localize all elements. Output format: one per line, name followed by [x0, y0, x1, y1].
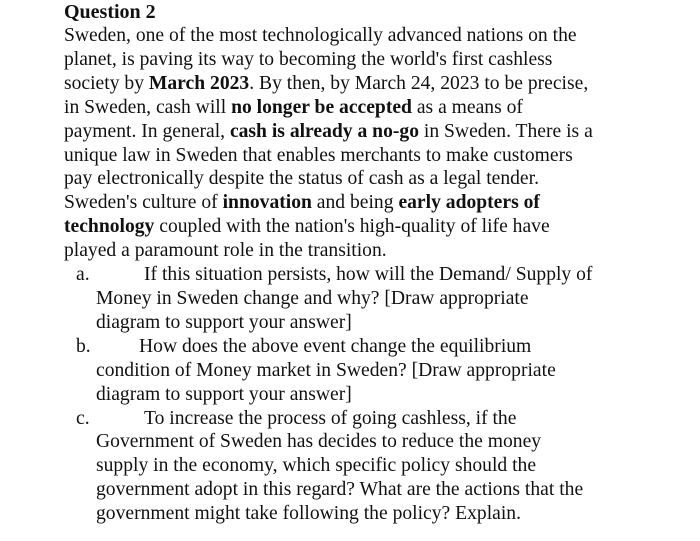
intro-line: played a paramount role in the transition.	[64, 240, 387, 262]
intro-line: planet, is paving its way to becoming the world's first cashless	[64, 48, 553, 70]
sub-question-line: diagram to support your answer]	[96, 311, 352, 333]
intro-line	[64, 72, 694, 96]
sub-question-line: Money in Sweden change and why? [Draw appropriate	[96, 287, 529, 309]
intro-text: as a means of	[411, 96, 523, 118]
intro-line: unique law in Sweden that enables merchants to make customers	[64, 144, 573, 166]
intro-text: in Sweden. There is a	[419, 120, 593, 142]
sub-question-marker: c.	[76, 407, 90, 429]
sub-question-a	[64, 263, 694, 335]
intro-line: pay electronically despite the status of cash as a legal tender.	[64, 168, 539, 190]
intro-text: coupled with the nation's high-quality of life have	[154, 216, 550, 238]
intro-line	[64, 191, 694, 215]
sub-question-line: Government of Sweden has decides to reduce the money	[96, 431, 542, 453]
intro-line: Sweden, one of the most technologically advanced nations on the	[64, 25, 577, 46]
sub-question-line: How does the above event change the equilibrium	[139, 335, 532, 357]
intro-line	[64, 215, 694, 239]
intro-text: society by	[64, 72, 149, 94]
sub-question-marker: a.	[76, 264, 90, 286]
bold-date: March 2023	[148, 72, 250, 94]
intro-text: and being	[311, 192, 399, 214]
sub-question-line: condition of Money market in Sweden? [Draw appropriate	[96, 359, 556, 381]
intro-text: payment. In general,	[64, 120, 230, 142]
sub-question-c	[64, 407, 694, 527]
sub-question-line: If this situation persists, how will the Demand/ Supply of	[144, 264, 593, 286]
bold-phrase: technology	[64, 216, 155, 238]
intro-line	[64, 96, 694, 120]
intro-line	[64, 120, 694, 144]
sub-question-line: To increase the process of going cashless, if the	[144, 407, 517, 429]
question-document	[64, 0, 694, 526]
bold-phrase: cash is already a no-go	[229, 120, 419, 142]
sub-question-b	[64, 335, 694, 407]
bold-phrase: innovation	[222, 192, 312, 214]
intro-text: in Sweden, cash will	[64, 96, 232, 118]
bold-phrase: no longer be accepted	[231, 96, 412, 118]
sub-question-line: government adopt in this regard? What are the actions that the	[96, 479, 584, 501]
bold-phrase: early adopters of	[398, 192, 540, 214]
intro-text: . By then, by March 24, 2023 to be precise,	[249, 72, 589, 94]
question-intro	[64, 24, 694, 263]
intro-text: Sweden's culture of	[64, 192, 223, 214]
sub-question-line: diagram to support your answer]	[96, 383, 352, 405]
sub-question-line: government might take following the policy? Explain.	[96, 503, 521, 525]
sub-question-line: supply in the economy, which specific policy should the	[96, 455, 537, 477]
question-title: Question 2	[64, 1, 156, 23]
sub-question-marker: b.	[76, 335, 91, 357]
